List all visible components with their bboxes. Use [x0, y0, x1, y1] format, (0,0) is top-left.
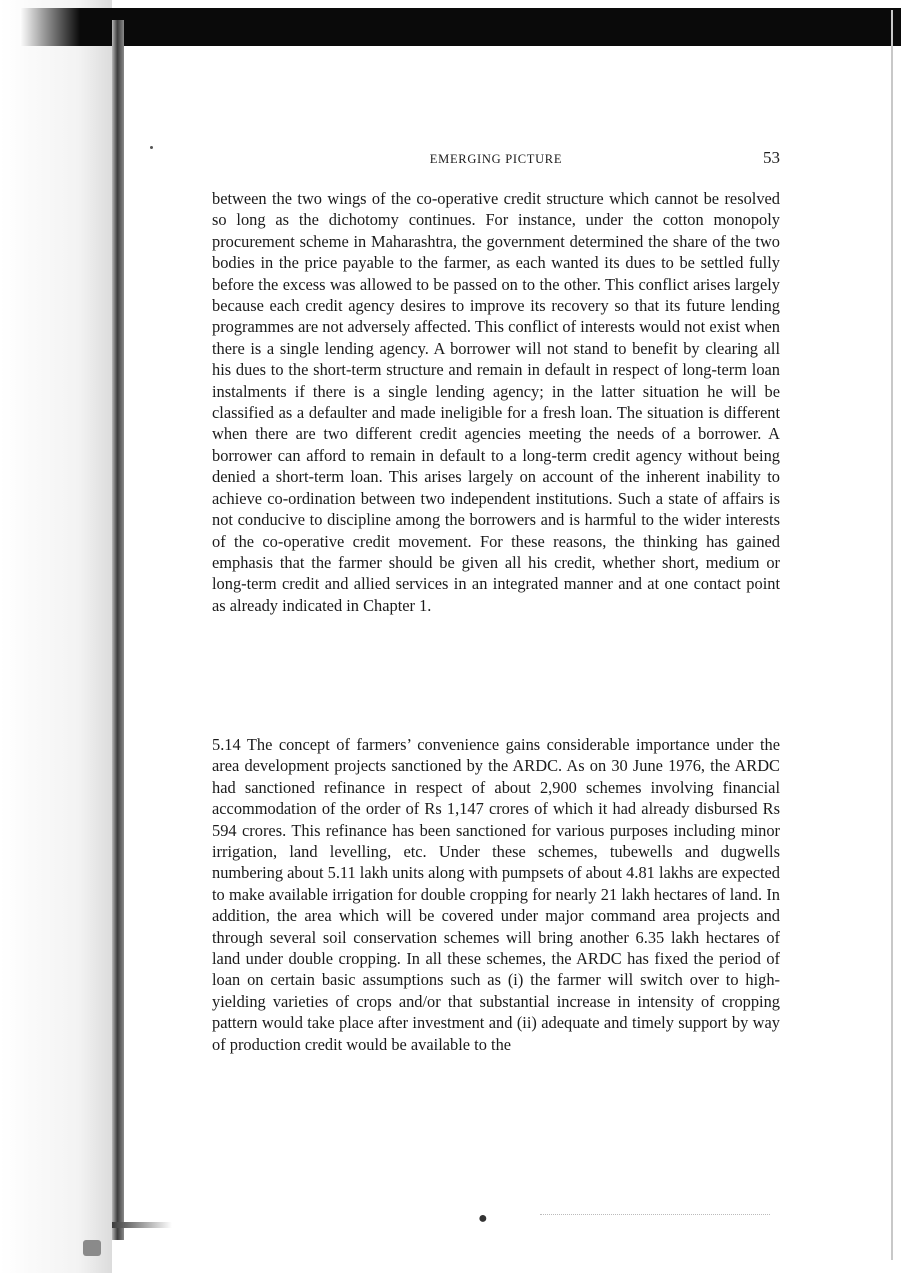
body-paragraph: between the two wings of the co-operative credit structure which cannot be resolved so long as the dichotomy continues. For instance, under the cotton monopoly procurement scheme in Maharashtra, the government determined the share of the two bodies in the price payable to the farmer, as each wanted its dues to be settled fully before the excess was allowed to be passed on to the other. This conflict arises largely because each credit agency desires to improve its recovery so that its future lending programmes are not adversely affected. This conflict of interests would not exist when there is a single lending agency. A borrower will not stand to benefit by clearing all his dues to the short-term structure and remain in default in respect of long-term loan instalments if there is a single lending agency; in the latter situation he will be classified as a defaulter and made ineligible for a fresh loan. The situation is different when there are two different credit agencies meeting the needs of a borrower. A borrower can afford to remain in default to a long-term credit agency without being denied a short-term loan. This arises largely on account of the inherent inability to achieve co-ordination between two independent institutions. Such a state of affairs is not conducive to discipline among the borrowers and is harmful to the wider interests of the co-operative credit movement. For these reasons, the thinking has gained emphasis that the farmer should be given all his credit, whether short, medium or long-term credit and allied services in an integrated manner and at one contact point as already indicated in Chapter 1. — [212, 189, 780, 615]
body-paragraph: 5.14 The concept of farmers’ convenience gains considerable importance under the area development projects sanctioned by the ARDC. As on 30 June 1976, the ARDC had sanctioned refinance in respect of about 2,900 schemes involving financial accommodation of the order of Rs 1,147 crores of which it had already disbursed Rs 594 crores. This refinance has been sanctioned for various purposes including minor irrigation, land levelling, etc. Under these schemes, tubewells and dugwells numbering about 5.11 lakh units along with pumpsets of about 4.81 lakhs are expected to make available irrigation for double cropping for nearly 21 lakh hectares of land. In addition, the area which will be covered under major command area projects and through several soil conservation schemes will bring another 6.35 lakh hectares of land under double cropping. In all these schemes, the ARDC has fixed the period of loan on certain basic assumptions such as (i) the farmer will switch over to high-yielding varieties of crops and/or that substantial increase in intensity of cropping pattern would take place after investment and (ii) adequate and timely support by way of production credit would be available to the — [212, 735, 780, 1054]
book-spine-shadow — [112, 20, 124, 1240]
book-spine-foot-shadow — [112, 1222, 172, 1228]
scan-dotted-noise — [540, 1214, 770, 1215]
page-number: 53 — [763, 148, 780, 167]
scan-ink-mark: ● — [478, 1210, 488, 1227]
scan-speck — [150, 146, 153, 149]
scan-right-page-edge — [891, 10, 893, 1260]
scan-speck — [83, 1240, 101, 1256]
scan-top-dark-edge — [60, 8, 901, 46]
page-header — [212, 148, 780, 172]
scan-left-margin-shadow — [0, 0, 112, 1273]
running-head: EMERGING PICTURE — [429, 152, 563, 166]
